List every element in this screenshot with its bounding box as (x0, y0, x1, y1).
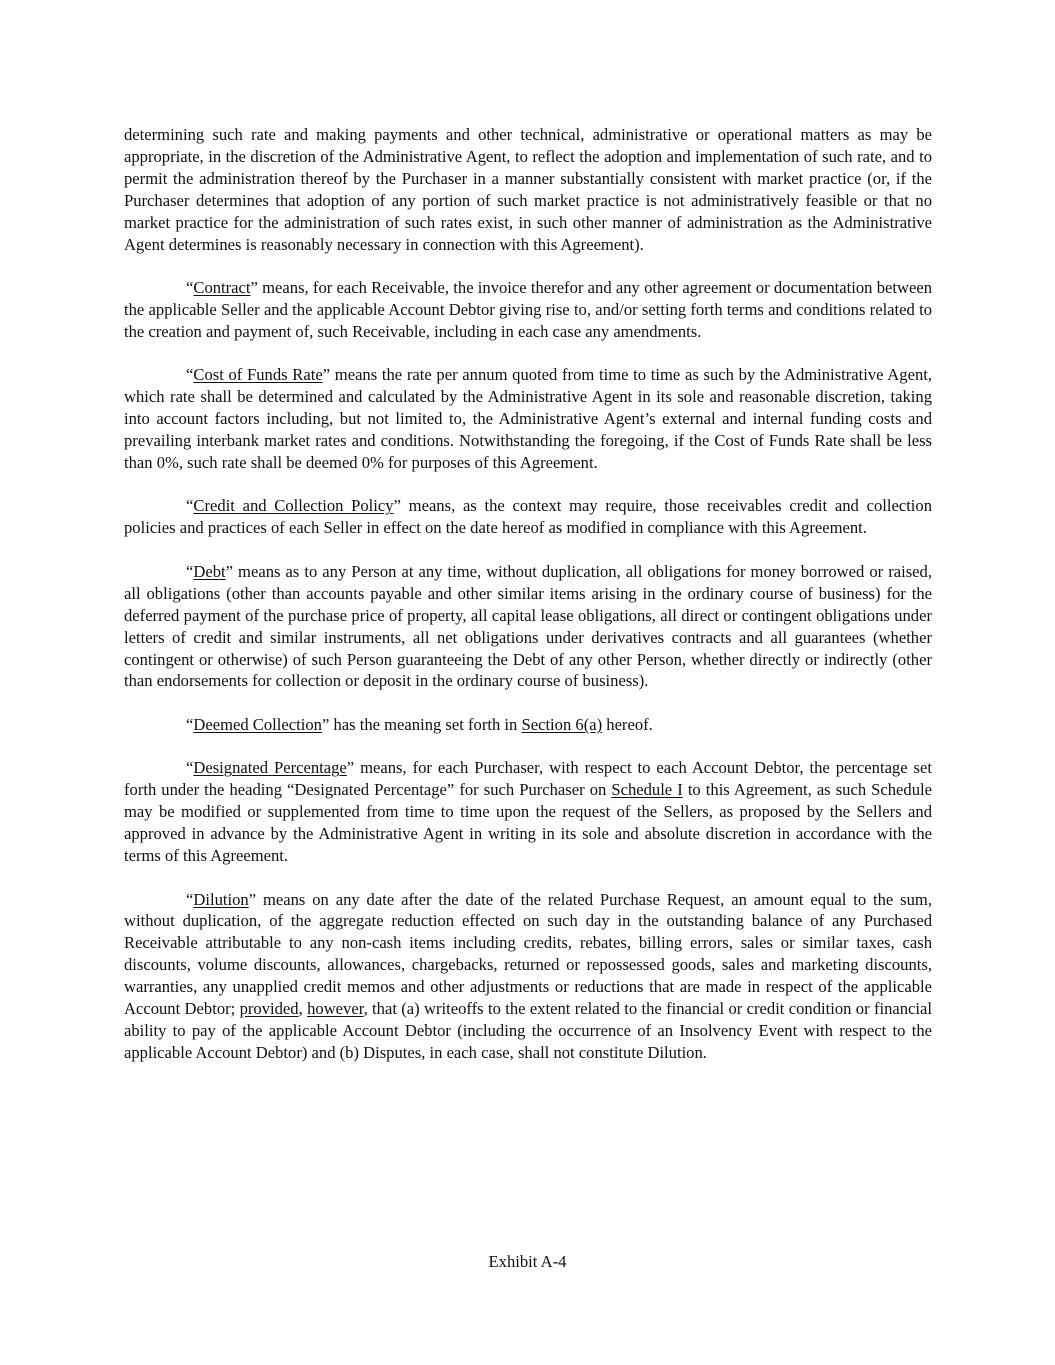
close-quote: ” (346, 758, 355, 778)
open-quote: “ (186, 496, 194, 516)
open-quote: “ (186, 365, 194, 385)
defined-term-credit-and-collection-policy: Credit and Collection Policy (193, 496, 394, 516)
definition-designated-percentage (124, 757, 932, 867)
definition-text: has the meaning set forth in (329, 714, 522, 734)
definition-text: means on any date after the date of the related Purchase Request, an amount equal to the sum, without duplication, of the aggregate reduction effected on such day in the outstanding balance of any Purchased Receivable attributable to any non-cash items including credits, rebates, billing errors, sales or similar taxes, cash discounts, volume discounts, allowances, chargebacks, returned or repossessed goods, sales and marketing discounts, warranties, any unapplied credit memos and other adjustments or reductions that are made in respect of the applicable Account Debtor; (124, 889, 932, 1019)
definition-cost-of-funds-rate (124, 364, 932, 474)
close-quote: ” (321, 714, 330, 734)
document-page (124, 124, 932, 1085)
schedule-reference: Schedule I (611, 780, 683, 800)
defined-term-cost-of-funds-rate: Cost of Funds Rate (193, 365, 323, 385)
open-quote: “ (186, 714, 194, 734)
definition-text-end: hereof. (602, 714, 653, 734)
definition-deemed-collection (124, 714, 932, 736)
close-quote: ” (322, 365, 331, 385)
paragraph-rate-administration-continued (124, 124, 932, 255)
close-quote: ” (250, 278, 258, 298)
proviso-provided: provided (239, 999, 299, 1019)
definition-dilution (124, 889, 932, 1064)
definition-text: means as to any Person at any time, without duplication, all obligations for money borrowed or raised, all obligations (other than accounts payable and other similar items arising in the ordinary course of business) for the deferred payment of the purchase price of property, all capital lease obligations, all direct or contingent obligations under letters of credit and similar instruments, all net obligations under derivatives contracts and all guarantees (whether contingent or otherwise) of such Person guaranteeing the Debt of any other Person, whether directly or indirectly (other than endorsements for collection or deposit in the ordinary course of business). (124, 561, 932, 691)
definition-credit-and-collection-policy (124, 495, 932, 539)
open-quote: “ (186, 889, 194, 909)
section-reference: Section 6(a) (521, 714, 603, 734)
close-quote: ” (393, 496, 401, 516)
page-number-label: Exhibit A-4 (488, 1252, 567, 1271)
definition-text-end: to this Agreement, as such Schedule may be modified or supplemented from time to time upon the request of the Sellers, as proposed by the Sellers and approved in advance by the Administrative Agent in writing in its sole and absolute discretion in accordance with the terms of this Agreement. (124, 780, 932, 866)
proviso-comma: , (298, 999, 308, 1019)
page-footer (0, 1252, 1055, 1272)
definition-text-end: , that (a) writeoffs to the extent related to the financial or credit condition or financial ability to pay of the applicable Account Debtor (including the occurrence of an Insolvency Event with respect to the applicable Account Debtor) and (b) Disputes, in each case, shall not constitute Dilution. (124, 999, 933, 1062)
open-quote: “ (186, 561, 194, 581)
close-quote: ” (225, 561, 234, 581)
definition-contract (124, 277, 932, 343)
close-quote: ” (248, 889, 257, 909)
definition-text: means, for each Receivable, the invoice therefor and any other agreement or documentation between the applicable Seller and the applicable Account Debtor giving rise to, and/or setting forth terms and conditions related to the creation and payment of, such Receivable, including in each case any amendments. (124, 278, 932, 341)
defined-term-dilution: Dilution (193, 889, 249, 909)
definition-text: means, as the context may require, those receivables credit and collection policies and practices of each Seller in effect on the date hereof as modified in compliance with this Agreement. (124, 496, 933, 538)
open-quote: “ (186, 278, 194, 298)
defined-term-deemed-collection: Deemed Collection (193, 714, 322, 734)
defined-term-contract: Contract (193, 278, 251, 298)
proviso-however: however (307, 999, 364, 1019)
definition-text: means, for each Purchaser, with respect to each Account Debtor, the percentage set forth under the heading “Designated Percentage” for such Purchaser on (124, 758, 932, 800)
definition-debt (124, 561, 932, 692)
open-quote: “ (186, 758, 194, 778)
defined-term-designated-percentage: Designated Percentage (193, 758, 347, 778)
paragraph-text: determining such rate and making payments and other technical, administrative or operational matters as may be appropriate, in the discretion of the Administrative Agent, to reflect the adoption and implementation of such rate, and to permit the administration thereof by the Purchaser in a manner substantially consistent with market practice (or, if the Purchaser determines that adoption of any portion of such market practice is not administratively feasible or that no market practice for the administration of such rates exist, in such other manner of administration as the Administrative Agent determines is reasonably necessary in connection with this Agreement). (124, 125, 932, 254)
defined-term-debt: Debt (193, 561, 226, 581)
definition-text: means the rate per annum quoted from time to time as such by the Administrative Agent, which rate shall be determined and calculated by the Administrative Agent in its sole and reasonable discretion, taking into account factors including, but not limited to, the Administrative Agent’s external and internal funding costs and prevailing interbank market rates and conditions. Notwithstanding the foregoing, if the Cost of Funds Rate shall be less than 0%, such rate shall be deemed 0% for purposes of this Agreement. (124, 365, 932, 472)
